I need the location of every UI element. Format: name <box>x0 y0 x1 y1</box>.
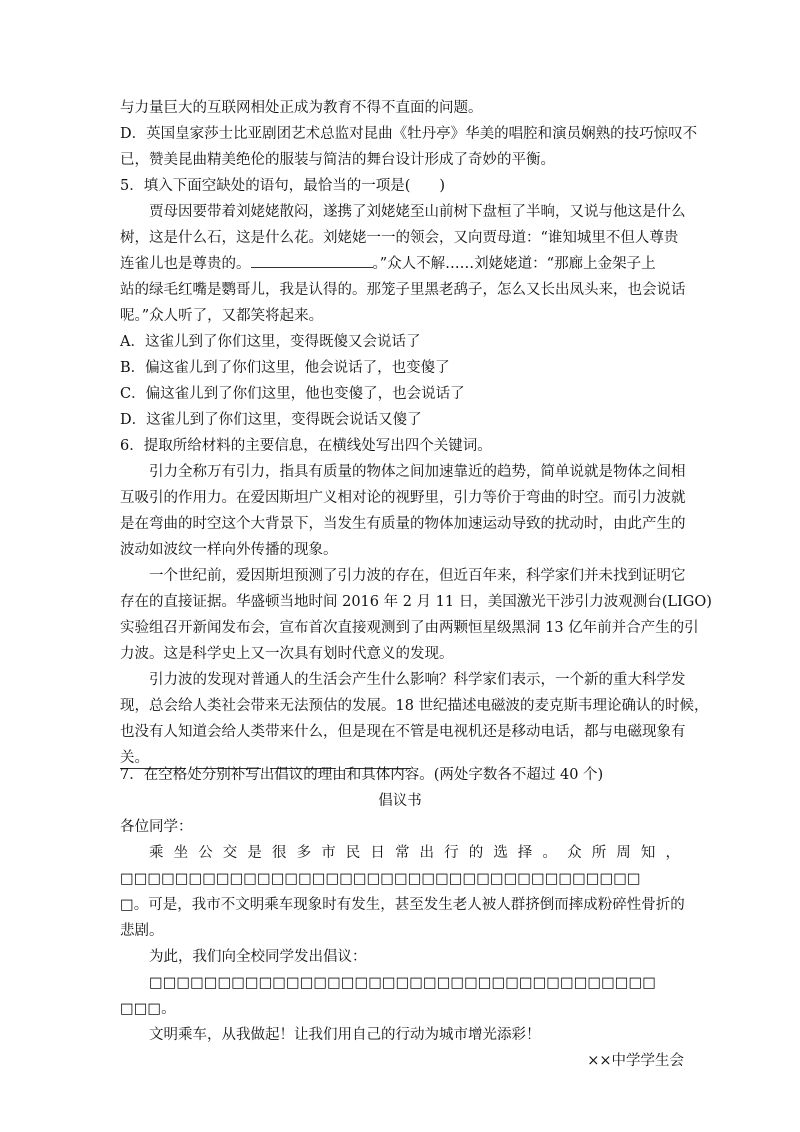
proposal-line: 为此，我们向全校同学发出倡议： <box>149 949 367 965</box>
proposal-line: □。可是，我市不文明乘车现象时有发生，甚至发生老人被人群挤倒而摔成粉碎性骨折的 <box>120 897 685 913</box>
closing-slogan: 文明乘车，从我做起！让我们用自己的行动为城市增光添彩！ <box>149 1027 541 1043</box>
option-d: D．这雀儿到了你们这里，变得既会说话又傻了 <box>120 412 422 428</box>
passage-text: 。”众人不解……刘姥姥道：“那廊上金架子上 <box>372 256 656 272</box>
proposal-line: 乘坐公交是很多市民日常出行的选择。众所周知， <box>149 845 680 861</box>
option-b: B．偏这雀儿到了你们这里，他会说话了，也变傻了 <box>120 360 450 376</box>
writing-box-row[interactable]: □□□。 <box>120 1001 176 1017</box>
passage-line: 现，总会给人类社会带来无法预估的发展。18 世纪描述电磁波的麦克斯韦理论确认的时候， <box>120 698 709 714</box>
writing-box-row[interactable]: □□□□□□□□□□□□□□□□□□□□□□□□□□□□□□□□□□□□□ <box>149 975 656 991</box>
option-c: C．偏这雀儿到了你们这里，他也变傻了，也会说话了 <box>120 386 465 402</box>
passage-line: 互吸引的作用力。在爱因斯坦广义相对论的视野里，引力等价于弯曲的时空。而引力波就 <box>120 490 686 506</box>
proposal-title: 倡议书 <box>378 793 422 809</box>
passage-line: 也没有人知道会给人类带来什么，但是现在不管是电视机还是移动电话，都与电磁现象有 <box>120 724 686 740</box>
passage-line-with-blank <box>120 251 656 277</box>
writing-box-row[interactable]: □□□□□□□□□□□□□□□□□□□□□□□□□□□□□□□□□□□□□□ <box>120 871 641 887</box>
text-line: 已，赞美昆曲精美绝伦的服装与简洁的舞台设计形成了奇妙的平衡。 <box>120 152 555 168</box>
passage-line: 存在的直接证据。华盛顿当地时间 2016 年 2 月 11 日，美国激光干涉引力波观测台(LIGO) <box>120 594 712 610</box>
passage-line: 树，这是什么石，这是什么花。刘姥姥一一的领会，又向贾母道：“谁知城里不但人尊贵 <box>120 230 679 246</box>
passage-line: 一个世纪前，爱因斯坦预测了引力波的存在，但近百年来，科学家们并未找到证明它 <box>149 568 686 584</box>
passage-line: 贾母因要带着刘姥姥散闷，遂携了刘姥姥至山前树下盘桓了半晌，又说与他这是什么 <box>149 204 686 220</box>
question-6-stem: 6．提取所给材料的主要信息，在横线处写出四个关键词。 <box>120 438 492 454</box>
passage-line: 力波。这是科学史上又一次具有划时代意义的发现。 <box>120 646 454 662</box>
option-a: A．这雀儿到了你们这里，变得既傻又会说话了 <box>120 334 421 350</box>
passage-text: 连雀儿也是尊贵的。 <box>120 256 251 272</box>
passage-line: 引力全称万有引力，指具有质量的物体之间加速靠近的趋势，简单说就是物体之间相 <box>149 464 686 480</box>
passage-line: 引力波的发现对普通人的生活会产生什么影响？科学家们表示，一个新的重大科学发 <box>149 672 686 688</box>
signature: ××中学学生会 <box>587 1053 684 1069</box>
passage-line: 波动如波纹一样向外传播的现象。 <box>120 542 338 558</box>
question-7-stem: 7．在空格处分别补写出倡议的理由和具体内容。(两处字数各不超过 40 个) <box>120 767 604 783</box>
passage-line: 站的绿毛红嘴是鹦哥儿，我是认得的。那笼子里黑老鸹子，怎么又长出凤头来，也会说话 <box>120 282 686 298</box>
passage-line: 关。 <box>120 750 149 766</box>
text-line: 与力量巨大的互联网相处正成为教育不得不直面的问题。 <box>120 100 483 116</box>
question-5-stem: 5．填入下面空缺处的语句，最恰当的一项是( ) <box>120 178 446 194</box>
passage-line: 是在弯曲的时空这个大背景下，当发生有质量的物体加速运动导致的扰动时，由此产生的 <box>120 516 686 532</box>
salutation: 各位同学： <box>120 819 193 835</box>
passage-line: 呢。”众人听了，又都笑将起来。 <box>120 308 324 324</box>
answer-blank[interactable] <box>251 253 373 268</box>
passage-line: 实验组召开新闻发布会，宣布首次直接观测到了由两颗恒星级黑洞 13 亿年前并合产生的引 <box>120 620 699 636</box>
option-d-line: D．英国皇家莎士比亚剧团艺术总监对昆曲《牡丹亭》华美的唱腔和演员娴熟的技巧惊叹不 <box>120 126 698 142</box>
proposal-line: 悲剧。 <box>120 923 164 939</box>
